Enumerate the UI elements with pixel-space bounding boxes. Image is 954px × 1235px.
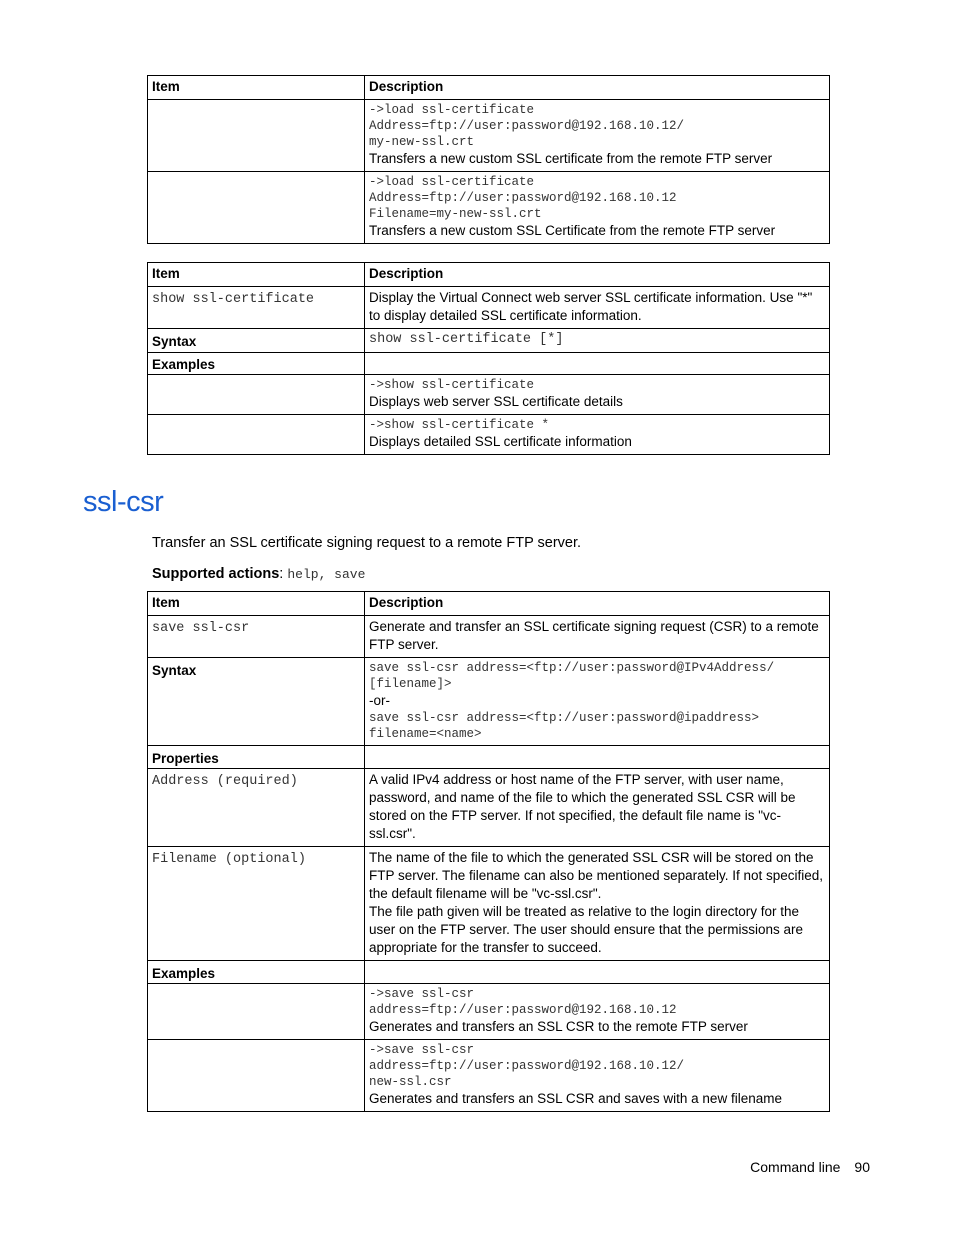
command-cell: show ssl-certificate: [148, 287, 365, 329]
example-code: ->show ssl-certificate: [369, 378, 535, 392]
description-header: Description: [365, 76, 830, 100]
description-cell: [365, 415, 830, 455]
example-desc: Transfers a new custom SSL Certificate from the remote FTP server: [369, 223, 776, 238]
table-row: [148, 100, 830, 172]
examples-label: Examples: [148, 961, 365, 984]
description-header: Description: [365, 263, 830, 287]
table-row: [148, 658, 830, 746]
table-row: [148, 415, 830, 455]
example-desc: Generates and transfers an SSL CSR and saves with a new filename: [369, 1091, 782, 1106]
example-desc: Displays web server SSL certificate details: [369, 394, 623, 409]
section-intro: Transfer an SSL certificate signing request to a remote FTP server.: [152, 535, 582, 551]
table-row: [148, 1040, 830, 1112]
supported-actions: [152, 566, 365, 582]
syntax-line-2: save ssl-csr address=<ftp://user:password@ipaddress> filename=<name>: [369, 711, 760, 741]
empty-cell: [148, 375, 365, 415]
command-description: Display the Virtual Connect web server SSL certificate information. Use "*" to display detailed SSL certificate information.: [365, 287, 830, 329]
description-cell: [365, 984, 830, 1040]
item-header: Item: [148, 263, 365, 287]
example-code: ->save ssl-csr address=ftp://user:password@192.168.10.12/ new-ssl.csr: [369, 1043, 685, 1089]
table-row: [148, 353, 830, 375]
description-cell: [365, 375, 830, 415]
empty-cell: [148, 984, 365, 1040]
property-name: Filename (optional): [148, 847, 365, 961]
item-header: Item: [148, 592, 365, 616]
load-ssl-certificate-examples-table: [147, 75, 830, 244]
footer-section: Command line: [750, 1159, 841, 1175]
table-header-row: [148, 263, 830, 287]
table-row: [148, 961, 830, 984]
table-row: [148, 847, 830, 961]
syntax-cell: [365, 658, 830, 746]
example-code: ->load ssl-certificate Address=ftp://user:password@192.168.10.12 Filename=my-new-ssl.crt: [369, 175, 677, 221]
description-cell: [365, 100, 830, 172]
command-description: Generate and transfer an SSL certificate signing request (CSR) to a remote FTP server.: [365, 616, 830, 658]
description-header: Description: [365, 592, 830, 616]
table-header-row: [148, 592, 830, 616]
table-row: [148, 329, 830, 353]
syntax-cell: show ssl-certificate [*]: [365, 329, 830, 353]
example-desc: Displays detailed SSL certificate information: [369, 434, 632, 449]
example-code: ->load ssl-certificate Address=ftp://user:password@192.168.10.12/ my-new-ssl.crt: [369, 103, 685, 149]
properties-label: Properties: [148, 746, 365, 769]
syntax-label: Syntax: [148, 329, 365, 353]
item-cell: [148, 100, 365, 172]
table-row: [148, 375, 830, 415]
page-number: 90: [854, 1159, 870, 1175]
empty-cell: [365, 961, 830, 984]
example-code: ->show ssl-certificate *: [369, 418, 550, 432]
table-row: [148, 287, 830, 329]
supported-actions-separator: :: [279, 566, 288, 582]
property-desc-para-1: The name of the file to which the generated SSL CSR will be stored on the FTP server. The filename can also be mentioned separately. If not specified, the default filename will be "vc-ssl.csr".: [369, 850, 823, 901]
property-desc-para-2: The file path given will be treated as relative to the login directory for the user on the FTP server. The user should ensure that the permissions are appropriate for the transfer to succeed.: [369, 904, 803, 955]
empty-cell: [148, 1040, 365, 1112]
command-cell: save ssl-csr: [148, 616, 365, 658]
section-title: ssl-csr: [83, 486, 164, 518]
description-cell: [365, 1040, 830, 1112]
syntax-line-1: save ssl-csr address=<ftp://user:password@IPv4Address/ [filename]>: [369, 661, 775, 691]
table-row: [148, 984, 830, 1040]
examples-label: Examples: [148, 353, 365, 375]
page-footer: [750, 1159, 870, 1175]
table-header-row: [148, 76, 830, 100]
ssl-csr-table: [147, 591, 830, 1112]
supported-actions-values: help, save: [287, 567, 366, 582]
item-header: Item: [148, 76, 365, 100]
item-cell: [148, 172, 365, 244]
property-description: [365, 847, 830, 961]
table-row: [148, 769, 830, 847]
table-row: [148, 172, 830, 244]
example-code: ->save ssl-csr address=ftp://user:password@192.168.10.12: [369, 987, 677, 1017]
description-cell: [365, 172, 830, 244]
property-name: Address (required): [148, 769, 365, 847]
syntax-label: Syntax: [148, 658, 365, 746]
supported-actions-label: Supported actions: [152, 566, 280, 582]
example-desc: Transfers a new custom SSL certificate from the remote FTP server: [369, 151, 773, 166]
empty-cell: [148, 415, 365, 455]
table-row: [148, 746, 830, 769]
syntax-or: -or-: [369, 693, 390, 708]
show-ssl-certificate-table: [147, 262, 830, 455]
property-description: A valid IPv4 address or host name of the FTP server, with user name, password, and name of the file to which the generated SSL CSR will be stored on the FTP server. If not specified, the default file name is "vc-ssl.csr".: [365, 769, 830, 847]
empty-cell: [365, 746, 830, 769]
table-row: [148, 616, 830, 658]
empty-cell: [365, 353, 830, 375]
example-desc: Generates and transfers an SSL CSR to the remote FTP server: [369, 1019, 748, 1034]
